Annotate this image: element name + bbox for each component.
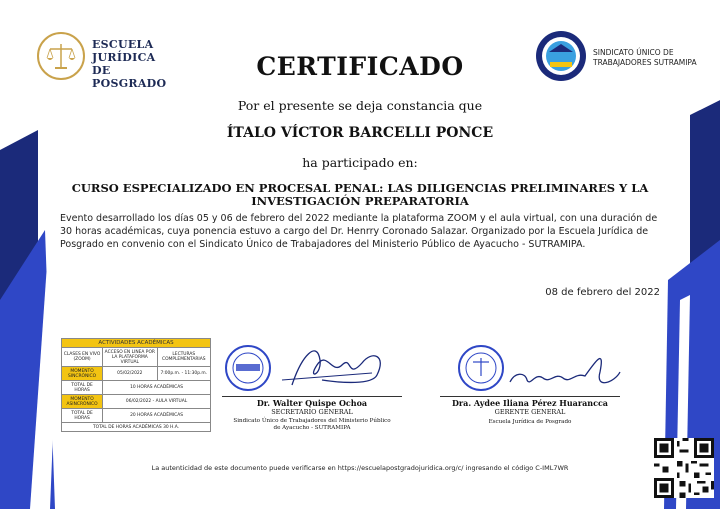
activities-table <box>61 338 211 432</box>
recipient-name: ÍTALO VÍCTOR BARCELLI PONCE <box>226 125 494 141</box>
signer2-org: Escuela Jurídica de Posgrado <box>488 419 572 425</box>
hours-label-1: TOTAL DE HORAS <box>62 381 103 395</box>
participated-text: ha participado en: <box>302 155 418 170</box>
hours-value-2: 20 HORAS ACADÉMICAS <box>103 409 211 423</box>
activities-header: ACTIVIDADES ACADÉMICAS <box>62 339 211 348</box>
async-label: MOMENTO ASINCRÓNICO <box>62 395 103 409</box>
hours-value-1: 10 HORAS ACADÉMICAS <box>103 381 211 395</box>
col-online-access: ACCESO EN LINEA POR LA PLATAFORMA VIRTUAL <box>103 348 157 367</box>
signer1-title: SECRETARIO GENERAL <box>271 408 353 416</box>
school-name-line2: JURÍDICA <box>92 51 156 64</box>
signer2-name: Dra. Aydee Iliana Pérez Huarancca <box>451 398 608 408</box>
signature-walter-quispe <box>222 335 402 395</box>
sync-label: MOMENTO SINCRÓNICO <box>62 367 103 381</box>
signer1-org-line2: de Ayacucho - SUTRAMIPA <box>273 425 351 431</box>
issue-date: 08 de febrero del 2022 <box>545 287 660 298</box>
signer2-title: GERENTE GENERAL <box>494 408 566 416</box>
verification-note: La autenticidad de este documento puede verificarse en https://escuelapostgradojuridica.org/c/ ingresando el código C-IML7WR <box>151 464 569 472</box>
total-hours: TOTAL DE HORAS ACADÉMICAS 30 H.A. <box>62 423 211 432</box>
event-description: Evento desarrollado los días 05 y 06 de febrero del 2022 mediante la plataforma ZOOM y el aula virtual, con una duración de 30 horas académicas, cuya ponencia estuvo a cargo del Dr. Henrry Coronado Salazar. Organizado por la Escuela Jurídica de Posgrado en convenio con el Sindicato Único de Trabajadores del Ministerio Público de Ayacucho - SUTRAMIPA. <box>60 213 658 250</box>
hours-label-2: TOTAL DE HORAS <box>62 409 103 423</box>
intro-text: Por el presente se deja constancia que <box>237 98 483 113</box>
col-readings: LECTURAS COMPLEMENTARIAS <box>157 348 210 367</box>
union-name-line2: TRABAJADORES SUTRAMIPA <box>593 58 697 67</box>
signature-line-1 <box>222 396 402 397</box>
signer1-org-line1: Sindicato Único de Trabajadores del Ministerio Público <box>233 418 391 424</box>
union-name-line1: SINDICATO ÚNICO DE <box>593 48 674 57</box>
certificate-title: CERTIFICADO <box>256 52 464 81</box>
signer1-org <box>222 418 402 432</box>
async-value: 06/02/2022 - AULA VIRTUAL <box>103 395 211 409</box>
qr-code-icon[interactable] <box>654 438 714 498</box>
school-name-line3: DE POSGRADO <box>92 64 167 90</box>
signature-line-2 <box>440 396 620 397</box>
col-live-classes: CLASES EN VIVO (ZOOM) <box>62 348 103 367</box>
sync-date: 05/02/2022 <box>103 367 157 381</box>
sync-time: 7:00p.m. - 11:30p.m. <box>157 367 210 381</box>
signature-aydee-perez <box>455 342 635 397</box>
school-name-line1: ESCUELA <box>92 38 154 51</box>
signer1-name: Dr. Walter Quispe Ochoa <box>256 398 368 408</box>
course-title: CURSO ESPECIALIZADO EN PROCESAL PENAL: LAS DILIGENCIAS PRELIMINARES Y LA INVESTIGACIÓN PREPARATORIA <box>71 181 649 208</box>
